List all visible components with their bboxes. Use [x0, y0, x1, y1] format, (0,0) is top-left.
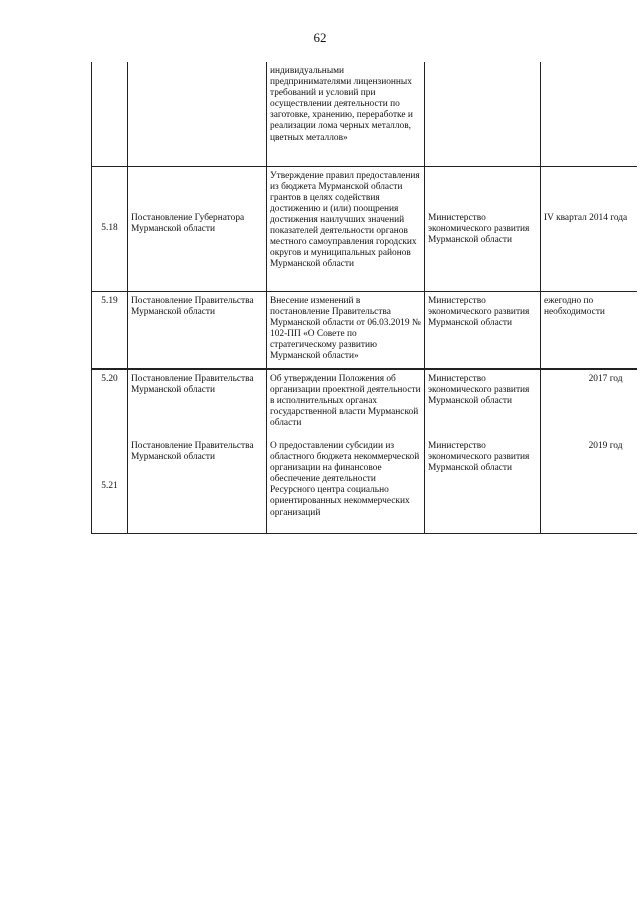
- plan-table: [91, 62, 637, 534]
- table-row: [92, 291, 637, 369]
- document-type: Постановление Правительства Мурманской области: [128, 291, 267, 369]
- table-row: [92, 166, 637, 291]
- document-type: Постановление Губернатора Мурманской области: [128, 166, 267, 291]
- table-row: [92, 437, 637, 533]
- responsible-body: Министерство экономического развития Мурманской области: [425, 369, 541, 437]
- document-type: Постановление Правительства Мурманской области: [128, 369, 267, 437]
- document-type: [128, 62, 267, 166]
- responsible-body: Министерство экономического развития Мурманской области: [425, 166, 541, 291]
- document-title: Утверждение правил предоставления из бюджета Мурманской области грантов в целях содействия достижению и (или) поощрения достижения наилучших значений показателей деятельности органов местного самоуправления городских округов и муниципальных районов Мурманской области: [267, 166, 425, 291]
- document-title: Об утверждении Положения об организации проектной деятельности в исполнительных органах государственной власти Мурманской области: [267, 369, 425, 437]
- document-type: Постановление Правительства Мурманской области: [128, 437, 267, 533]
- table-row: [92, 62, 637, 166]
- responsible-body: Министерство экономического развития Мурманской области: [425, 291, 541, 369]
- page-number: 62: [313, 30, 327, 45]
- responsible-body: Министерство экономического развития Мурманской области: [425, 437, 541, 533]
- deadline: [541, 62, 637, 166]
- responsible-body: [425, 62, 541, 166]
- document-title: индивидуальными предпринимателями лицензионных требований и условий при осуществлении деятельности по заготовке, хранению, переработке и реализации лома черных металлов, цветных металлов»: [267, 62, 425, 166]
- deadline: IV квартал 2014 года: [541, 166, 637, 291]
- row-number: 5.21: [92, 437, 128, 533]
- deadline: 2017 год: [541, 369, 637, 437]
- document-title: О предоставлении субсидии из областного бюджета некоммерческой организации на финансовое обеспечение деятельности Ресурсного центра социально ориентированных некоммерческих организаций: [267, 437, 425, 533]
- deadline: 2019 год: [541, 437, 637, 533]
- row-number: 5.19: [92, 291, 128, 369]
- table-row: [92, 369, 637, 437]
- row-number: 5.18: [92, 166, 128, 291]
- document-title: Внесение изменений в постановление Правительства Мурманской области от 06.03.2019 № 102-ПП «О Совете по стратегическому развитию Мурманской области»: [267, 291, 425, 369]
- row-number: 5.20: [92, 369, 128, 437]
- row-number: [92, 62, 128, 166]
- deadline: ежегодно по необходимости: [541, 291, 637, 369]
